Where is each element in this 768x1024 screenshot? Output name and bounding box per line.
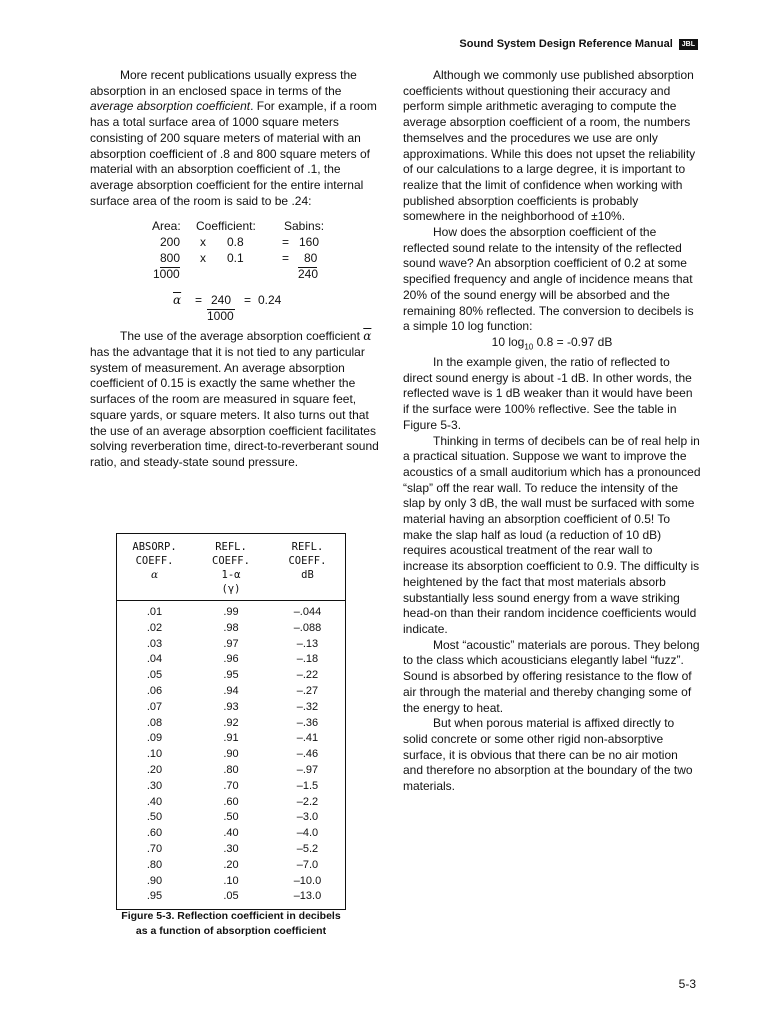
cell-absorption: .06 (146, 684, 163, 697)
cell-reflection: .60 (223, 795, 239, 808)
jbl-logo: JBL (679, 39, 698, 50)
table-row (117, 716, 346, 732)
cell-absorption: .02 (146, 621, 163, 634)
paragraph-example: In the example given, the ratio of reflected to direct sound energy is about -1 dB. In other words, the reflected wave is 1 dB weaker than it would have been if the surface were 100% reflective. See the table in Figure 5-3. (403, 355, 693, 432)
cell-reflection: .95 (223, 669, 239, 682)
manual-title: Sound System Design Reference Manual (459, 38, 673, 50)
cell-absorption: .95 (146, 890, 163, 903)
table-row (117, 858, 346, 874)
left-column (90, 68, 386, 471)
cell-reflection-db: –.97 (296, 763, 319, 776)
cell-absorption: .60 (146, 827, 163, 840)
cell-reflection: .40 (223, 827, 239, 840)
cell-reflection: .92 (223, 716, 239, 729)
cell-reflection-db: –.41 (296, 732, 319, 745)
col-header-reflection-db: REFL. COEFF. dB (270, 534, 346, 601)
cell-absorption: .01 (146, 606, 163, 618)
col-header-absorption: ABSORP. COEFF. α (117, 534, 193, 601)
cell-absorption: .04 (146, 653, 163, 666)
cell-reflection: .93 (223, 700, 239, 713)
paragraph-conversion: How does the absorption coefficient of the reflected sound relate to the intensity of the reflected sound wave? An absorption coefficient of 0.2 at some specified frequency and angle of incidence means that 20% of the sound energy will be absorbed and the remaining 80% reflected. The conversion to decibels is a simple 10 log function: (403, 225, 694, 334)
paragraph-approximations: Although we commonly use published absorption coefficients without questioning their accuracy and perform simple arithmetic averaging to compute the average absorption coefficient of a room, the numbers themselves and the procedures we use are only approximations. While this does not upset the reliability of our calculations to a large degree, it is important to realize that the limit of confidence when working with published absorption coefficients is probably somewhere in the neighborhood of ±10%. (403, 68, 696, 224)
cell-reflection-db: –13.0 (293, 890, 322, 903)
table-row (117, 700, 346, 716)
cell-absorption: .50 (146, 811, 163, 824)
col-header-reflection: REFL. COEFF. 1-α (γ) (192, 534, 270, 601)
cell-reflection-db: –.13 (296, 637, 319, 650)
cell-reflection-db: –.46 (296, 748, 319, 761)
table-row (117, 637, 346, 653)
table-row (117, 889, 346, 909)
page-number: 5-3 (678, 977, 696, 991)
table-row (117, 779, 346, 795)
paragraph-porous-materials: Most “acoustic” materials are porous. They belong to the class which acousticians elegantly label “fuzz”. Sound is absorbed by offering resistance to the flow of air through the material and thereby changing some of the energy to heat. (403, 637, 700, 715)
cell-reflection: .99 (223, 606, 239, 618)
cell-reflection-db: –10.0 (293, 874, 322, 887)
cell-reflection-db: –.088 (293, 621, 322, 634)
table-row (117, 621, 346, 637)
cell-reflection-db: –7.0 (296, 858, 319, 871)
absorption-reflection-table (116, 533, 346, 910)
table-row (117, 874, 346, 890)
cell-reflection: .98 (223, 621, 239, 634)
cell-absorption: .70 (146, 842, 163, 855)
cell-reflection-db: –1.5 (296, 779, 319, 792)
table-row (117, 601, 346, 621)
cell-reflection: .97 (223, 637, 239, 650)
cell-reflection-db: –.18 (296, 653, 319, 666)
paragraph-rigid-surface: But when porous material is affixed directly to solid concrete or some other rigid non-absorptive surface, it is obvious that there can be no air motion and therefore no absorption at the boundary of the two materials. (403, 716, 693, 794)
cell-reflection: .30 (223, 842, 239, 855)
right-column (403, 68, 701, 795)
running-header (459, 38, 698, 50)
table-row (117, 842, 346, 858)
paragraph-measurement-system: The use of the average absorption coefficient $\overline{\alpha}$ has the advantage that it is not tied to any particular system of measurement. An average absorption coefficient of 0.15 is exactly the same whether the surfaces of the room are measured in square feet, square yards, or square meters. It also turns out that the use of an average absorption coefficient facilitates solving reverberation time, direct-to-reverberant sound ratio, and steady-state sound pressure. (90, 329, 379, 469)
cell-absorption: .09 (146, 732, 163, 745)
cell-absorption: .10 (146, 748, 163, 761)
cell-reflection-db: –.044 (293, 606, 322, 618)
table-row (117, 652, 346, 668)
cell-absorption: .08 (146, 716, 163, 729)
table-row (117, 747, 346, 763)
paragraph-auditorium: Thinking in terms of decibels can be of real help in a practical situation. Suppose we want to improve the acoustics of a small auditorium which has a pronounced “slap” off the rear wall. To reduce the intensity of the slap by only 3 dB, the wall must be surfaced with some material having an absorption coefficient of 0.5! To make the slap half as loud (a reduction of 10 dB) requires acoustical treatment of the rear wall to increase its absorption coefficient to 0.9. The difficulty is heightened by the fact that most materials absorb substantially less sound energy from a wave striking head-on than their random incidence coefficients would indicate. (403, 433, 701, 636)
average-coefficient-fraction: $\overline{\alpha}$ = 240 = 0.24 1000 (173, 293, 282, 324)
cell-absorption: .90 (146, 874, 163, 887)
cell-absorption: .03 (146, 637, 163, 650)
cell-reflection: .94 (223, 684, 239, 697)
cell-reflection: .91 (223, 732, 239, 745)
cell-absorption: .30 (146, 779, 163, 792)
alpha-bar-symbol: $\overline{\alpha}$ (363, 329, 372, 344)
emphasis-term: average absorption coefficient (90, 99, 251, 114)
cell-absorption: .20 (146, 763, 163, 776)
cell-reflection: .10 (223, 874, 239, 887)
cell-reflection-db: –.27 (296, 684, 319, 697)
cell-reflection: .50 (223, 811, 239, 824)
cell-reflection-db: –.22 (296, 669, 319, 682)
cell-absorption: .80 (146, 858, 163, 871)
log-equation: 10 $\log_{10} 0.8 = -0.97$ dB (491, 334, 613, 352)
cell-absorption: .05 (146, 669, 163, 682)
cell-reflection: .80 (223, 763, 239, 776)
cell-reflection-db: –2.2 (296, 795, 319, 808)
table-row (117, 731, 346, 747)
cell-reflection-db: –5.2 (296, 842, 319, 855)
cell-reflection-db: –4.0 (296, 827, 319, 840)
figure-caption: Figure 5-3. Reflection coefficient in decibels as a function of absorption coefficient (121, 910, 341, 937)
table-row (117, 795, 346, 811)
table-row (117, 826, 346, 842)
paragraph-average-coefficient: More recent publications usually express the absorption in an enclosed space in terms of the average absorption coefficient. For example, if a room has a total surface area of 1000 square meters consisting of 200 square meters of material with an absorption coefficient of .8 and 800 square meters of material with an absorption coefficient of .1, the average absorption coefficient for the entire internal surface area of the room is said to be .24: (90, 68, 377, 208)
table-row (117, 684, 346, 700)
cell-reflection: .05 (223, 890, 239, 903)
cell-absorption: .40 (146, 795, 163, 808)
table-row (117, 763, 346, 779)
cell-reflection: .70 (223, 779, 239, 792)
cell-reflection: .96 (223, 653, 239, 666)
cell-reflection-db: –3.0 (296, 811, 319, 824)
cell-reflection: .90 (223, 748, 239, 761)
cell-reflection-db: –.32 (296, 700, 319, 713)
sabins-calculation: Area: Coefficient: Sabins: 200 x 0.8 = 160 800 x 0.1 = 80 1000 240 (152, 219, 325, 282)
cell-reflection: .20 (223, 858, 239, 871)
cell-absorption: .07 (146, 700, 163, 713)
cell-reflection-db: –.36 (296, 716, 319, 729)
table-row (117, 668, 346, 684)
table-row (117, 810, 346, 826)
